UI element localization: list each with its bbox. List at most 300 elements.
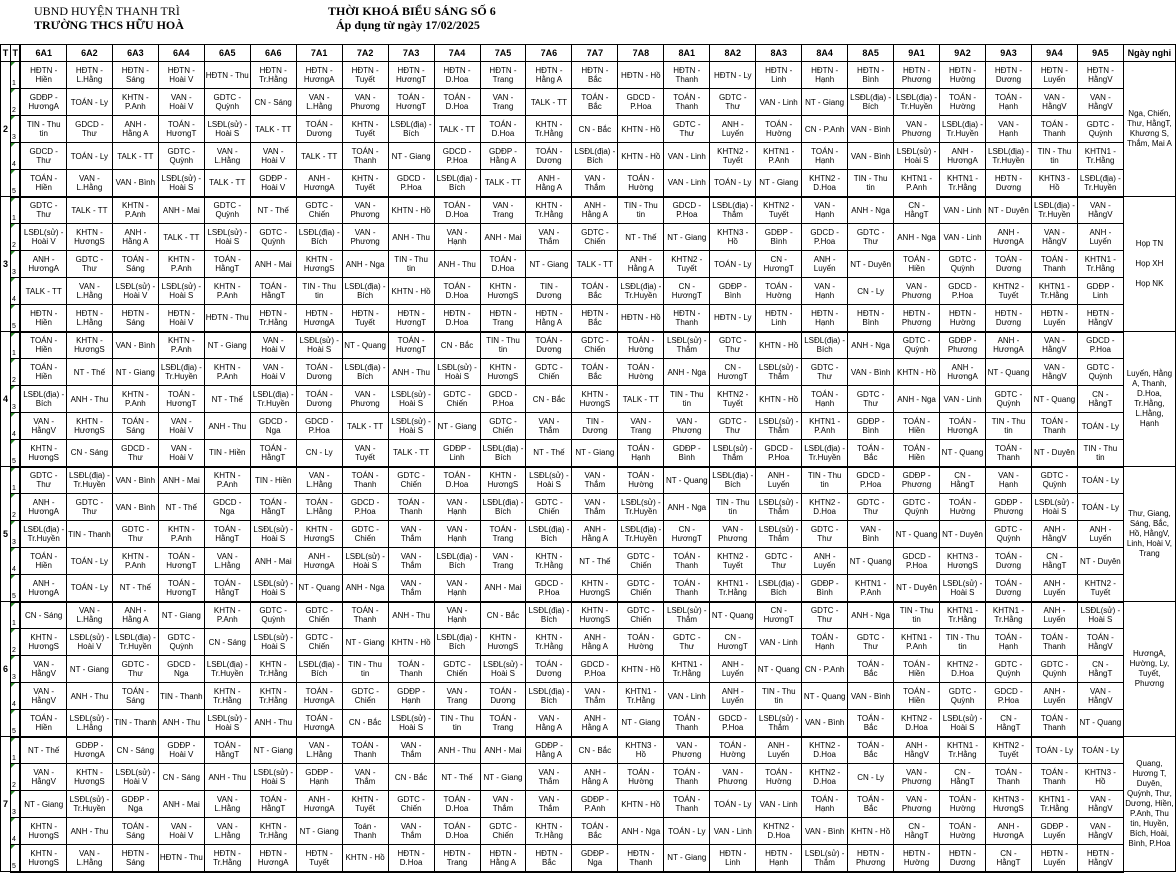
period-row [1, 305, 1176, 332]
lesson-cell: CN - P.Anh [802, 116, 848, 143]
lesson-cell: CN - Bắc [480, 602, 526, 629]
lesson-cell: KHTN1 - Tr.Hằng [1077, 143, 1123, 170]
lesson-cell: CN - Bắc [572, 116, 618, 143]
lesson-cell: KHTN - Hồ [618, 791, 664, 818]
lesson-cell: CN - HươngT [710, 359, 756, 386]
lesson-cell: VAN - Hạnh [434, 602, 480, 629]
period-number: 2 [10, 89, 20, 116]
lesson-cell: TOÁN - Dương [985, 548, 1031, 575]
lesson-cell: KHTN - Hồ [894, 359, 940, 386]
lesson-cell: KHTN1 - Tr.Hằng [1077, 251, 1123, 278]
lesson-cell: TOÁN - HươngA [940, 413, 986, 440]
lesson-cell: HĐTN - Tr.Hằng [204, 845, 250, 872]
lesson-cell: VAN - Phương [342, 197, 388, 224]
lesson-cell: TALK - TT [20, 278, 66, 305]
lesson-cell: GDCD - Thư [20, 143, 66, 170]
lesson-cell: GDCD - P.Hoa [618, 89, 664, 116]
lesson-cell: KHTN1 - Tr.Hằng [1031, 791, 1077, 818]
lesson-cell: LSĐL(địa) - Bích [526, 521, 572, 548]
lesson-cell: TOÁN - Hiền [20, 548, 66, 575]
lesson-cell: HĐTN - Thu [204, 62, 250, 89]
lesson-cell: CN - Sáng [20, 602, 66, 629]
lesson-cell: HĐTN - HằngV [1077, 845, 1123, 872]
lesson-cell: TOÁN - Thanh [342, 602, 388, 629]
lesson-cell: TOÁN - D.Hoa [480, 251, 526, 278]
lesson-cell: VAN - Hạnh [802, 197, 848, 224]
lesson-cell: LSĐL(địa) - Bích [526, 683, 572, 710]
lesson-cell: TOÁN - Hường [618, 332, 664, 359]
lesson-cell: GDTC - Chiến [572, 332, 618, 359]
lesson-cell: TALK - TT [66, 197, 112, 224]
class-header-7a1: 7A1 [296, 45, 342, 62]
lesson-cell: ANH - Hằng A [572, 521, 618, 548]
lesson-cell: TOÁN - Thanh [664, 89, 710, 116]
lesson-cell: GDTC - Quỳnh [985, 521, 1031, 548]
lesson-cell: NT - Thế [526, 440, 572, 467]
lesson-cell: NT - Thế [572, 548, 618, 575]
lesson-cell: NT - Giang [664, 224, 710, 251]
lesson-cell: TOÁN - Trang [480, 710, 526, 737]
period-number: 2 [10, 764, 20, 791]
lesson-cell: KHTN2 - Tuyết [710, 548, 756, 575]
lesson-cell: TOÁN - Hạnh [802, 629, 848, 656]
lesson-cell: TOÁN - Hiền [20, 710, 66, 737]
lesson-cell: HĐTN - Hằng A [526, 305, 572, 332]
lesson-cell: HĐTN - Trang [480, 305, 526, 332]
lesson-cell: ANH - Mai [158, 791, 204, 818]
lesson-cell: GDTC - Quỳnh [1077, 359, 1123, 386]
lesson-cell: ANH - Thu [250, 710, 296, 737]
lesson-cell: TOÁN - Hiền [20, 170, 66, 197]
lesson-cell: LSĐL(địa) - Bích [342, 359, 388, 386]
lesson-cell: VAN - Phương [894, 116, 940, 143]
lesson-cell: TIN - Thu tin [342, 656, 388, 683]
period-number: 3 [10, 251, 20, 278]
lesson-cell: TALK - TT [434, 116, 480, 143]
lesson-cell: TOÁN - Thanh [388, 656, 434, 683]
lesson-cell: GDTC - Quỳnh [894, 494, 940, 521]
lesson-cell: TOÁN - Hường [618, 764, 664, 791]
lesson-cell: GDCD - P.Hoa [526, 575, 572, 602]
lesson-cell: NT - Quang [894, 521, 940, 548]
lesson-cell: CN - Bắc [388, 764, 434, 791]
lesson-cell: ANH - Nga [618, 818, 664, 845]
lesson-cell: KHTN2 - D.Hoa [894, 710, 940, 737]
lesson-cell: KHTN2 - Tuyết [710, 143, 756, 170]
lesson-cell: ANH - Luyến [710, 656, 756, 683]
lesson-cell: GDCD - P.Hoa [985, 683, 1031, 710]
lesson-cell: CN - P.Anh [802, 656, 848, 683]
lesson-cell: ANH - Hằng A [618, 251, 664, 278]
lesson-cell: VAN - Bình [848, 116, 894, 143]
lesson-cell: KHTN - Tr.Hằng [250, 656, 296, 683]
lesson-cell: TIN - Thu tin [894, 602, 940, 629]
class-header-6a4: 6A4 [158, 45, 204, 62]
lesson-cell: NT - Thế [204, 386, 250, 413]
lesson-cell: GDTC - Thư [664, 629, 710, 656]
lesson-cell: KHTN3 - Hồ [618, 737, 664, 764]
lesson-cell: HĐTN - Phương [848, 845, 894, 872]
lesson-cell: VAN - Thắm [526, 791, 572, 818]
lesson-cell: LSĐL(sử) - Hoài S [940, 710, 986, 737]
lesson-cell: KHTN1 - P.Anh [802, 413, 848, 440]
lesson-cell: HĐTN - Hiền [20, 62, 66, 89]
lesson-cell: GDĐP - HươngA [20, 89, 66, 116]
period-number: 1 [10, 62, 20, 89]
lesson-cell: ANH - Luyến [1077, 521, 1123, 548]
lesson-cell: NT - Quang [1077, 710, 1123, 737]
lesson-cell: ANH - Nga [894, 386, 940, 413]
day-label: 3 [1, 197, 11, 332]
lesson-cell: KHTN - P.Anh [158, 521, 204, 548]
lesson-cell: GDCD - P.Hoa [802, 224, 848, 251]
lesson-cell: VAN - HằngV [1031, 332, 1077, 359]
lesson-cell: CN - HằngT [985, 845, 1031, 872]
lesson-cell: GDTC - Chiến [618, 575, 664, 602]
lesson-cell: KHTN - HươngS [296, 251, 342, 278]
lesson-cell: GDTC - Chiến [434, 386, 480, 413]
lesson-cell: LSĐL(địa) - Bích [710, 467, 756, 494]
lesson-cell: HĐTN - L.Hằng [66, 305, 112, 332]
lesson-cell: LSĐL(địa) - Bích [756, 575, 802, 602]
lesson-cell: HĐTN - Trang [434, 845, 480, 872]
lesson-cell: LSĐL(sử) - Hoài S [250, 575, 296, 602]
lesson-cell: ANH - HươngA [20, 494, 66, 521]
lesson-cell: KHTN3 - Hồ [1077, 764, 1123, 791]
lesson-cell: TOÁN - Thanh [388, 494, 434, 521]
lesson-cell: LSĐL(sử) - Tr.Huyền [618, 494, 664, 521]
day-label: 4 [1, 332, 11, 467]
lesson-cell: TIN - Thu tin [756, 683, 802, 710]
lesson-cell: VAN - L.Hằng [66, 278, 112, 305]
lesson-cell: LSĐL(sử) - Thắm [756, 521, 802, 548]
lesson-cell: VAN - L.Hằng [66, 845, 112, 872]
lesson-cell: NT - Thế [618, 224, 664, 251]
lesson-cell: GDCD - P.Hoa [388, 170, 434, 197]
lesson-cell: NT - Quang [342, 332, 388, 359]
lesson-cell: GDĐP - Luyến [1031, 818, 1077, 845]
lesson-cell: GDTC - Thư [848, 494, 894, 521]
lesson-cell: ANH - Thu [388, 359, 434, 386]
lesson-cell: TOÁN - HươngT [158, 548, 204, 575]
lesson-cell: GDCD - Nga [158, 656, 204, 683]
lesson-cell: KHTN - P.Anh [112, 548, 158, 575]
lesson-cell: LSĐL(địa) - Tr.Huyền [66, 467, 112, 494]
lesson-cell: GDTC - Thư [848, 224, 894, 251]
lesson-cell: GDĐP - Bình [756, 224, 802, 251]
lesson-cell: ANH - Thu [434, 737, 480, 764]
lesson-cell: KHTN - P.Anh [112, 89, 158, 116]
lesson-cell: TALK - TT [342, 413, 388, 440]
lesson-cell: VAN - HằngV [1031, 359, 1077, 386]
period-row [1, 818, 1176, 845]
lesson-cell: LSĐL(địa) - Bích [526, 602, 572, 629]
lesson-cell: TOÁN - D.Hoa [480, 116, 526, 143]
period-row [1, 845, 1176, 872]
lesson-cell: KHTN2 - Tuyết [756, 197, 802, 224]
lesson-cell: TIN - Hiền [204, 440, 250, 467]
lesson-cell: VAN - Hoài V [158, 413, 204, 440]
lesson-cell: KHTN2 - D.Hoa [802, 170, 848, 197]
lesson-cell: VAN - Tuyết [342, 440, 388, 467]
lesson-cell: TOÁN - HằngT [204, 575, 250, 602]
lesson-cell: GDTC - Quỳnh [1031, 467, 1077, 494]
lesson-cell: VAN - L.Hằng [66, 170, 112, 197]
lesson-cell: NT - Giang [158, 602, 204, 629]
period-number: 1 [10, 197, 20, 224]
lesson-cell: TOÁN - Hường [710, 737, 756, 764]
lesson-cell: KHTN1 - P.Anh [848, 575, 894, 602]
lesson-cell: KHTN - HươngS [572, 575, 618, 602]
lesson-cell: HĐTN - HươngA [250, 845, 296, 872]
lesson-cell: CN - Ly [848, 764, 894, 791]
lesson-cell: HĐTN - Sáng [112, 305, 158, 332]
lesson-cell: VAN - Bình [848, 359, 894, 386]
lesson-cell: LSĐL(sử) - Hoài V [66, 629, 112, 656]
lesson-cell: KHTN - Tuyết [342, 116, 388, 143]
lesson-cell: GDCD - Thư [66, 116, 112, 143]
lesson-cell: VAN - Thắm [572, 467, 618, 494]
lesson-cell: TOÁN - HằngT [204, 737, 250, 764]
lesson-cell: VAN - Hạnh [434, 494, 480, 521]
lesson-cell: ANH - Hằng A [112, 116, 158, 143]
period-row [1, 575, 1176, 602]
lesson-cell: KHTN - P.Anh [204, 359, 250, 386]
lesson-cell: TOÁN - Thanh [1031, 251, 1077, 278]
lesson-cell: LSĐL(sử) - Thắm [802, 845, 848, 872]
period-row [1, 332, 1176, 359]
lesson-cell: CN - Ly [848, 278, 894, 305]
lesson-cell: ANH - Luyến [802, 548, 848, 575]
lesson-cell: TOÁN - Hường [940, 89, 986, 116]
class-header-8a1: 8A1 [664, 45, 710, 62]
lesson-cell: VAN - Trang [480, 548, 526, 575]
lesson-cell: LSĐL(địa) - Bích [480, 440, 526, 467]
lesson-cell: ANH - Nga [848, 602, 894, 629]
lesson-cell: NT - Quang [756, 656, 802, 683]
class-header-9a4: 9A4 [1031, 45, 1077, 62]
lesson-cell: VAN - Linh [664, 683, 710, 710]
lesson-cell: TOÁN - Ly [1077, 467, 1123, 494]
lesson-cell: VAN - Thắm [342, 764, 388, 791]
lesson-cell: HĐTN - Tuyết [296, 845, 342, 872]
lesson-cell: TOÁN - Thanh [664, 575, 710, 602]
lesson-cell: TOÁN - Dương [296, 386, 342, 413]
days-off-header: Ngày nghỉ [1123, 45, 1175, 62]
period-row [1, 467, 1176, 494]
lesson-cell: TOÁN - Ly [66, 89, 112, 116]
lesson-cell: TOÁN - Bắc [572, 89, 618, 116]
lesson-cell: VAN - Hạnh [434, 224, 480, 251]
lesson-cell: VAN - Phương [342, 224, 388, 251]
lesson-cell: GDTC - Chiến [572, 224, 618, 251]
lesson-cell: NT - Giang [296, 818, 342, 845]
lesson-cell: VAN - Trang [618, 413, 664, 440]
lesson-cell: GDĐP - Hằng A [480, 143, 526, 170]
lesson-cell: ANH - Thu [66, 386, 112, 413]
class-header-9a5: 9A5 [1077, 45, 1123, 62]
lesson-cell: TOÁN - Bắc [572, 278, 618, 305]
lesson-cell: TOÁN - Dương [480, 683, 526, 710]
lesson-cell: LSĐL(sử) - Thắm [756, 710, 802, 737]
lesson-cell: ANH - Nga [848, 197, 894, 224]
lesson-cell: VAN - Hoài V [158, 440, 204, 467]
lesson-cell: KHTN3 - Hồ [710, 224, 756, 251]
class-header-8a4: 8A4 [802, 45, 848, 62]
lesson-cell: NT - Quang [940, 440, 986, 467]
lesson-cell: CN - Bắc [434, 332, 480, 359]
lesson-cell: TOÁN - Thanh [664, 764, 710, 791]
lesson-cell: LSĐL(địa) - Tr.Huyền [802, 440, 848, 467]
lesson-cell: HĐTN - Thanh [664, 305, 710, 332]
days-off-note: Nga, Chiến, Thư, HằngT, Khương S, Thắm, Mai A [1123, 62, 1175, 197]
lesson-cell: GDĐP - P.Anh [572, 791, 618, 818]
lesson-cell: GDTC - Chiến [388, 467, 434, 494]
lesson-cell: ANH - Nga [664, 494, 710, 521]
lesson-cell: TIN - Thanh [66, 521, 112, 548]
lesson-cell: VAN - Trang [480, 89, 526, 116]
lesson-cell: KHTN - P.Anh [204, 278, 250, 305]
lesson-cell: CN - Sáng [66, 440, 112, 467]
lesson-cell: KHTN - Hồ [756, 386, 802, 413]
lesson-cell: VAN - Linh [940, 386, 986, 413]
lesson-cell: TALK - TT [204, 170, 250, 197]
lesson-cell: Toán - Thanh [342, 818, 388, 845]
lesson-cell: KHTN - HươngS [66, 224, 112, 251]
lesson-cell: KHTN3 - Hồ [1031, 170, 1077, 197]
lesson-cell: GDĐP - Linh [1077, 278, 1123, 305]
lesson-cell: TOÁN - Trang [480, 521, 526, 548]
period-col-header: T [10, 45, 20, 62]
lesson-cell: ANH - Thu [204, 764, 250, 791]
lesson-cell: LSĐL(địa) - Bích [802, 332, 848, 359]
lesson-cell: GDĐP - Phương [894, 467, 940, 494]
lesson-cell: NT - Quang [296, 575, 342, 602]
lesson-cell: GDTC - Chiến [480, 818, 526, 845]
lesson-cell: NT - Giang [480, 764, 526, 791]
lesson-cell: HĐTN - Phương [894, 305, 940, 332]
lesson-cell: HĐTN - Hằng A [480, 845, 526, 872]
lesson-cell: TOÁN - HươngA [296, 710, 342, 737]
lesson-cell: HĐTN - L.Hằng [66, 62, 112, 89]
period-number: 4 [10, 683, 20, 710]
lesson-cell: LSĐL(sử) - Hoài S [158, 278, 204, 305]
lesson-cell: TOÁN - Ly [1077, 737, 1123, 764]
lesson-cell: GDTC - Thư [112, 521, 158, 548]
lesson-cell: KHTN - Hồ [388, 278, 434, 305]
lesson-cell: VAN - L.Hằng [296, 467, 342, 494]
period-number: 5 [10, 305, 20, 332]
lesson-cell: KHTN - Hồ [848, 818, 894, 845]
lesson-cell: LSĐL(sử) - Thắm [710, 440, 756, 467]
lesson-cell: KHTN2 - D.Hoa [756, 818, 802, 845]
lesson-cell: VAN - Hạnh [802, 278, 848, 305]
lesson-cell: TOÁN - Hiền [894, 656, 940, 683]
lesson-cell: LSĐL(sử) - Hoài S [434, 359, 480, 386]
lesson-cell: VAN - Thắm [572, 683, 618, 710]
lesson-cell: NT - Giang [112, 359, 158, 386]
document-header [0, 0, 1176, 44]
lesson-cell: TOÁN - Ly [710, 791, 756, 818]
lesson-cell: VAN - Hoài V [250, 143, 296, 170]
lesson-cell: TIN - Thu tin [1077, 440, 1123, 467]
lesson-cell: ANH - Mai [480, 737, 526, 764]
lesson-cell: TOÁN - D.Hoa [434, 791, 480, 818]
lesson-cell: TIN - Thu tin [802, 467, 848, 494]
days-off-note: Luyến, Hằng A, Thanh, D.Hoa, Tr.Hằng, L.Hằng, Hạnh [1123, 332, 1175, 467]
lesson-cell: LSĐL(địa) - Tr.Huyền [250, 386, 296, 413]
lesson-cell: KHTN2 - Tuyết [985, 278, 1031, 305]
lesson-cell: GDCD - P.Hoa [710, 710, 756, 737]
lesson-cell: LSĐL(sử) - Hoài S [204, 710, 250, 737]
period-row [1, 710, 1176, 737]
lesson-cell: TIN - Thu tin [388, 251, 434, 278]
lesson-cell: ANH - HằngV [894, 737, 940, 764]
lesson-cell: GDTC - Chiến [342, 683, 388, 710]
period-row [1, 629, 1176, 656]
lesson-cell: HĐTN - Bình [848, 62, 894, 89]
lesson-cell: KHTN - Hồ [342, 845, 388, 872]
lesson-cell: NT - Duyên [940, 521, 986, 548]
lesson-cell: VAN - Bình [112, 494, 158, 521]
period-row [1, 143, 1176, 170]
lesson-cell: ANH - Thu [158, 710, 204, 737]
lesson-cell: VAN - Thắm [480, 791, 526, 818]
lesson-cell: KHTN - Tr.Hằng [250, 683, 296, 710]
lesson-cell: HĐTN - HươngT [388, 305, 434, 332]
period-row [1, 791, 1176, 818]
lesson-cell: KHTN - Tr.Hằng [526, 548, 572, 575]
lesson-cell: LSĐL(sử) - Hoài S [388, 386, 434, 413]
lesson-cell: GDTC - Thư [112, 656, 158, 683]
lesson-cell: KHTN2 - Tuyết [1077, 575, 1123, 602]
lesson-cell: GDTC - Thư [710, 332, 756, 359]
lesson-cell: HĐTN - Phương [894, 62, 940, 89]
lesson-cell: CN - HằngT [894, 197, 940, 224]
lesson-cell: HĐTN - Hường [940, 62, 986, 89]
lesson-cell: GDĐP - Nga [112, 791, 158, 818]
lesson-cell: TIN - Thu tin [1031, 143, 1077, 170]
lesson-cell: VAN - L.Hằng [296, 89, 342, 116]
lesson-cell: TOÁN - Bắc [572, 359, 618, 386]
lesson-cell: TOÁN - Ly [1077, 413, 1123, 440]
lesson-cell: GDTC - Quỳnh [985, 386, 1031, 413]
lesson-cell: VAN - Hạnh [985, 116, 1031, 143]
period-number: 5 [10, 575, 20, 602]
lesson-cell: CN - Bắc [342, 710, 388, 737]
lesson-cell: TOÁN - Hạnh [985, 89, 1031, 116]
lesson-cell: KHTN - HươngS [66, 764, 112, 791]
lesson-cell: ANH - HươngA [296, 548, 342, 575]
lesson-cell: HĐTN - D.Hoa [434, 62, 480, 89]
lesson-cell: VAN - Bình [848, 521, 894, 548]
lesson-cell: KHTN - P.Anh [112, 197, 158, 224]
lesson-cell: VAN - Hoài V [250, 332, 296, 359]
lesson-cell: TIN - Thu tin [480, 332, 526, 359]
lesson-cell: HĐTN - Dương [940, 845, 986, 872]
class-header-8a2: 8A2 [710, 45, 756, 62]
lesson-cell: ANH - Luyến [1031, 575, 1077, 602]
lesson-cell: KHTN1 - P.Anh [894, 170, 940, 197]
lesson-cell: HĐTN - Luyến [1031, 845, 1077, 872]
lesson-cell: TOÁN - Hường [756, 764, 802, 791]
lesson-cell: TOÁN - HằngT [204, 521, 250, 548]
lesson-cell: ANH - Hằng A [572, 710, 618, 737]
lesson-cell: ANH - Nga [848, 332, 894, 359]
lesson-cell: GDTC - Chiến [434, 656, 480, 683]
lesson-cell: HĐTN - Bắc [572, 62, 618, 89]
lesson-cell: TALK - TT [480, 170, 526, 197]
